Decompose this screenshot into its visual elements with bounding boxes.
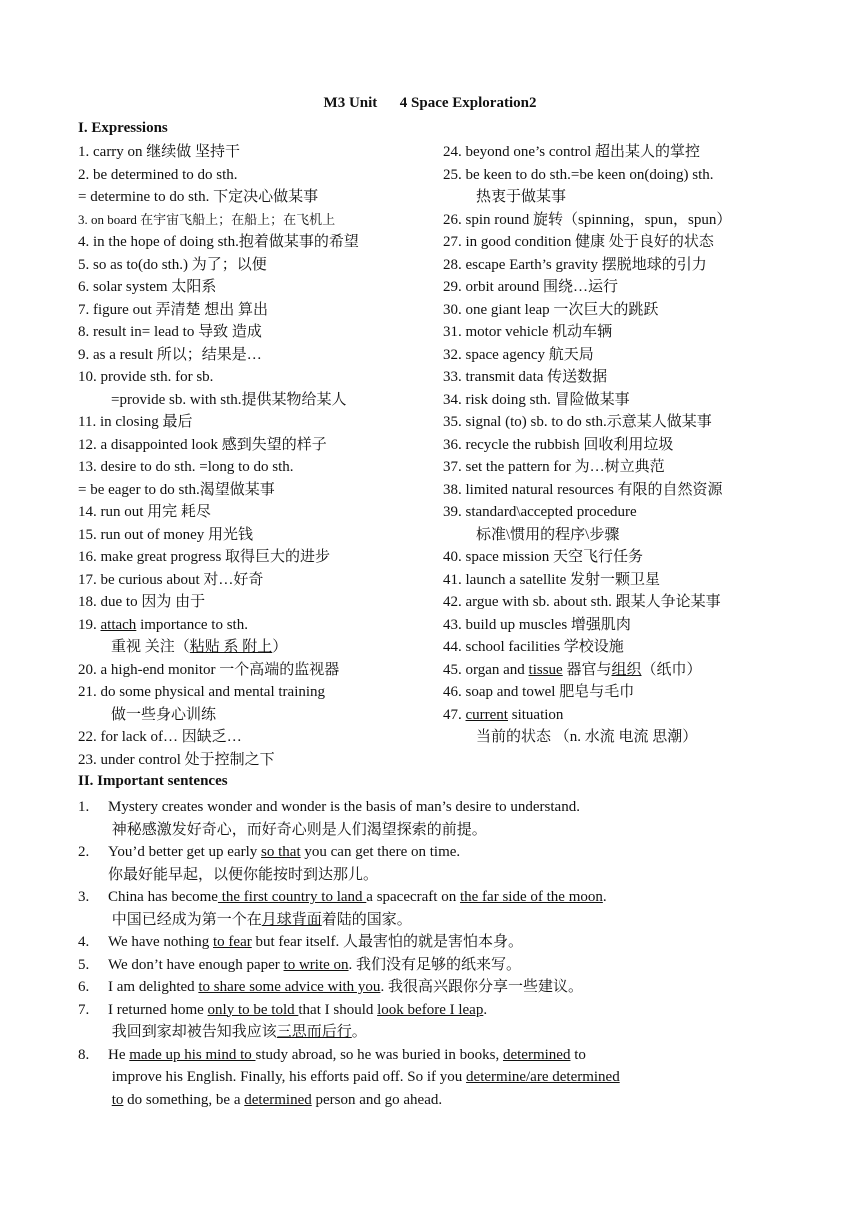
expression-item: 当前的状态 （n. 水流 电流 思潮） — [476, 729, 698, 745]
expression-item — [443, 704, 843, 727]
expression-item: 37. set the pattern for 为…树立典范 — [443, 459, 665, 475]
expression-item: 22. for lack of… 因缺乏… — [78, 729, 242, 745]
expression-text: 47. — [443, 706, 466, 723]
underlined-text: 粘贴 系 附上 — [189, 639, 273, 655]
sentence-line — [78, 976, 818, 999]
underlined-text: current — [465, 706, 508, 723]
sentence-text: but fear itself. 人最害怕的就是害怕本身。 — [251, 934, 523, 950]
expression-item: 16. make great progress 取得巨大的进步 — [78, 549, 331, 565]
expression-item: 10. provide sth. for sb. — [78, 369, 214, 385]
underlined-text: determine/are determined — [466, 1069, 620, 1085]
expression-item: 6. solar system 太阳系 — [78, 279, 217, 295]
expression-item: 31. motor vehicle 机动车辆 — [443, 324, 613, 340]
expression-item: 29. orbit around 围绕…运行 — [443, 279, 618, 295]
expression-item: 15. run out of money 用光钱 — [78, 526, 253, 543]
sentence-line — [78, 1044, 818, 1067]
sentence-text: study abroad, so he was buried in books, — [255, 1046, 503, 1063]
sentence-number: 5. — [78, 956, 90, 973]
sentence-text: 神秘感激发好奇心，而好奇心则是人们渴望探索的前提。 — [108, 821, 487, 838]
expression-item: 23. under control 处于控制之下 — [78, 751, 275, 768]
expression-item: 17. be curious about 对…好奇 — [78, 571, 264, 588]
expression-item: 24. beyond one’s control 超出某人的掌控 — [443, 144, 701, 160]
page-title: M3 Unit 4 Space Exploration2 — [323, 95, 537, 111]
expression-item — [443, 659, 843, 682]
sentence-text: that I should — [298, 1001, 378, 1018]
underlined-text: 月球背面 — [261, 911, 322, 928]
expression-text: （纸巾） — [641, 661, 702, 678]
sentence-line — [78, 1066, 818, 1089]
expression-item: = determine to do sth. 下定决心做某事 — [78, 189, 319, 205]
expression-item: 11. in closing 最后 — [78, 414, 193, 430]
expression-text: 器官与 — [562, 661, 612, 678]
sentence-text: 我回到家却被告知我应该 — [108, 1024, 277, 1040]
expression-item: 44. school facilities 学校设施 — [443, 639, 624, 655]
expression-item: 8. result in= lead to 导致 造成 — [78, 324, 262, 340]
sentence-text: . 我们没有足够的纸来写。 — [348, 956, 522, 973]
underlined-text: the first country to land — [217, 889, 367, 905]
sentence-line — [78, 796, 818, 819]
sentence-text: person and go ahead. — [311, 1091, 443, 1108]
expression-item: 2. be determined to do sth. — [78, 166, 238, 183]
underlined-text: made up his mind to — [129, 1046, 256, 1063]
sentence-number: 7. — [78, 1001, 90, 1018]
expression-item: 40. space mission 天空飞行任务 — [443, 549, 643, 565]
expression-item: 14. run out 用完 耗尽 — [78, 504, 211, 520]
sentence-line — [78, 954, 818, 977]
sentence-text: you can get there on time. — [300, 844, 461, 860]
expression-item: 26. spin round 旋转（spinning，spun，spun） — [443, 211, 732, 228]
expression-item: 32. space agency 航天局 — [443, 346, 594, 363]
expression-item: 33. transmit data 传送数据 — [443, 369, 608, 385]
sentence-number: 6. — [78, 979, 90, 995]
expression-item: 30. one giant leap 一次巨大的跳跃 — [443, 301, 659, 318]
sentence-text: I am delighted — [108, 979, 199, 995]
expression-item: 做一些身心训练 — [111, 706, 217, 723]
expression-item: = be eager to do sth.渴望做某事 — [78, 481, 275, 498]
sentence-line — [78, 864, 818, 887]
expression-item: 5. so as to(do sth.) 为了；以便 — [78, 256, 267, 273]
expression-item: 43. build up muscles 增强肌肉 — [443, 616, 631, 633]
expression-item: 18. due to 因为 由于 — [78, 594, 206, 610]
expression-item: 41. launch a satellite 发射一颗卫星 — [443, 571, 661, 588]
expression-item: 27. in good condition 健康 处于良好的状态 — [443, 234, 714, 250]
expression-item: 28. escape Earth’s gravity 摆脱地球的引力 — [443, 256, 707, 273]
underlined-text: to fear — [213, 934, 252, 950]
expression-item: 42. argue with sb. about sth. 跟某人争论某事 — [443, 594, 721, 610]
expression-text: ） — [272, 639, 288, 655]
underlined-text: to write on — [283, 956, 349, 973]
expressions-left-column — [78, 141, 438, 771]
sentence-line — [78, 819, 818, 842]
expression-item: 3. on board 在宇宙飞船上；在船上；在飞机上 — [78, 211, 336, 227]
sentence-text: a spacecraft on — [366, 889, 460, 905]
expression-item: 20. a high-end monitor 一个高端的监视器 — [78, 661, 340, 678]
expression-item — [78, 614, 438, 637]
sentence-text: Mystery creates wonder and wonder is the basis of man’s desire to understand. — [108, 799, 580, 815]
expression-item: 7. figure out 弄清楚 想出 算出 — [78, 301, 268, 318]
sentence-line — [78, 886, 818, 909]
underlined-text: to — [111, 1091, 124, 1108]
expression-item: 25. be keen to do sth.=be keen on(doing) sth. — [443, 166, 714, 183]
underlined-text: to share some advice with you — [198, 979, 381, 995]
underlined-text: tissue — [528, 661, 563, 678]
expression-item: 36. recycle the rubbish 回收利用垃圾 — [443, 436, 674, 453]
underlined-text: only to be told — [207, 1001, 299, 1018]
expression-item — [78, 636, 438, 659]
expression-item: 1. carry on 继续做 坚持干 — [78, 144, 241, 160]
expression-item: 9. as a result 所以；结果是… — [78, 346, 262, 363]
sentence-text: I returned home — [108, 1001, 208, 1018]
expression-text: 19. — [78, 616, 101, 633]
sentence-text: 着陆的国家。 — [321, 911, 412, 928]
expression-item: 46. soap and towel 肥皂与毛巾 — [443, 684, 635, 700]
underlined-text: so that — [261, 844, 301, 860]
section-heading-expressions: I. Expressions — [78, 120, 168, 136]
expression-item: 21. do some physical and mental training — [78, 684, 326, 700]
sentence-line — [78, 1089, 818, 1112]
expression-text: 重视 关注（ — [111, 639, 190, 655]
underlined-text: determined — [244, 1091, 312, 1108]
underlined-text: 组织 — [611, 661, 642, 678]
expression-item: 35. signal (to) sb. to do sth.示意某人做某事 — [443, 414, 712, 430]
sentence-text: to — [570, 1046, 586, 1063]
expression-item: 34. risk doing sth. 冒险做某事 — [443, 391, 630, 408]
expression-item: 4. in the hope of doing sth.抱着做某事的希望 — [78, 234, 359, 250]
sentence-text: 你最好能早起，以便你能按时到达那儿。 — [108, 866, 379, 883]
underlined-text: determined — [502, 1046, 571, 1063]
sentence-text: 。 — [351, 1024, 367, 1040]
expression-item: =provide sb. with sth.提供某物给某人 — [111, 391, 347, 408]
underlined-text: the far side of the moon — [459, 889, 603, 905]
sentence-text: We have nothing — [108, 934, 214, 950]
underlined-text: 三思而后行 — [276, 1024, 352, 1040]
sentence-text: We don’t have enough paper — [108, 956, 284, 973]
expression-text: importance to sth. — [136, 616, 248, 633]
sentence-number: 1. — [78, 799, 90, 815]
underlined-text: attach — [100, 616, 137, 633]
sentence-number: 4. — [78, 934, 90, 950]
section-heading-sentences: II. Important sentences — [78, 773, 228, 789]
sentence-number: 8. — [78, 1046, 90, 1063]
expression-item: 38. limited natural resources 有限的自然资源 — [443, 481, 723, 498]
sentence-text: improve his English. Finally, his efforts paid off. So if you — [108, 1069, 467, 1085]
sentence-text: . — [602, 889, 607, 905]
sentence-text: . — [483, 1001, 488, 1018]
sentences-list — [78, 796, 818, 1111]
sentence-text: You’d better get up early — [108, 844, 262, 860]
underlined-text: look before I leap — [377, 1001, 484, 1018]
sentence-line — [78, 909, 818, 932]
expression-item: 12. a disappointed look 感到失望的样子 — [78, 436, 327, 453]
sentence-text: He — [108, 1046, 130, 1063]
sentence-text: 中国已经成为第一个在 — [108, 911, 262, 928]
sentence-line — [78, 999, 818, 1022]
sentence-line — [78, 931, 818, 954]
sentence-number: 3. — [78, 889, 90, 905]
sentence-text: China has become — [108, 889, 218, 905]
expression-item: 热衷于做某事 — [476, 189, 567, 205]
expression-item: 39. standard\accepted procedure — [443, 504, 637, 520]
sentence-text: do something, be a — [123, 1091, 245, 1108]
expression-text: 45. organ and — [443, 661, 529, 678]
sentence-text: . 我很高兴跟你分享一些建议。 — [380, 979, 583, 995]
expression-text: situation — [507, 706, 564, 723]
sentence-line — [78, 1021, 818, 1044]
expressions-right-column — [443, 141, 843, 749]
sentence-number: 2. — [78, 844, 90, 860]
sentence-line — [78, 841, 818, 864]
expression-item: 13. desire to do sth. =long to do sth. — [78, 459, 294, 475]
expression-item: 标准\惯用的程序\步骤 — [476, 526, 620, 543]
